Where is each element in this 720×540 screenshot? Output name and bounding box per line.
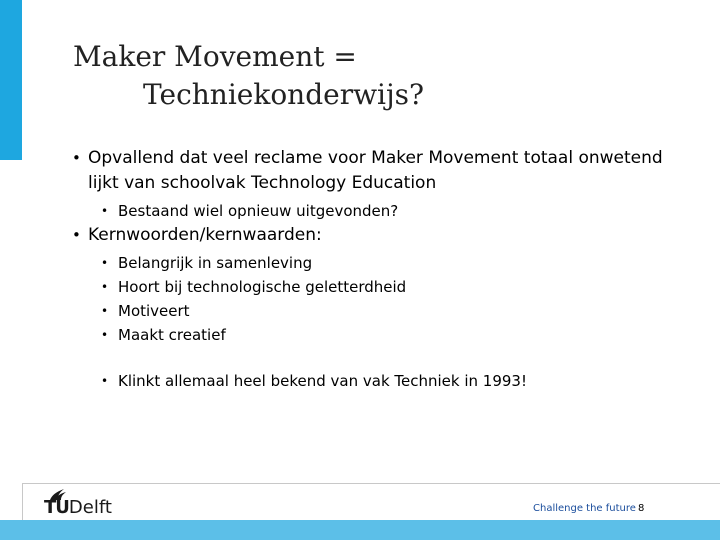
footer-left-divider [22, 483, 23, 520]
slide-content [72, 146, 692, 393]
bullet-level2: • Klinkt allemaal heel bekend van vak Techniek in 1993! [72, 369, 692, 393]
slide-title [73, 38, 424, 114]
slide-title-line1: Maker Movement = [73, 40, 357, 73]
bullet-level2: • Hoort bij technologische geletterdheid [72, 275, 692, 299]
accent-bar [0, 0, 22, 160]
bullet-level2: • Maakt creatief [72, 323, 692, 347]
bullet-level2: • Bestaand wiel opnieuw uitgevonden? [72, 199, 692, 223]
tu-delft-logo [44, 497, 112, 518]
footer-tagline: Challenge the future [533, 503, 636, 514]
bullet-level1: • Opvallend dat veel reclame voor Maker Movement totaal onwetend lijkt van schoolvak Technology Education [72, 146, 692, 196]
bullet-level1: • Kernwoorden/kernwaarden: [72, 223, 692, 248]
page-number: 8 [638, 503, 645, 514]
logo-tu: TU [44, 497, 69, 518]
bullet-level2: • Motiveert [72, 299, 692, 323]
bottom-bar [0, 520, 720, 540]
footer-divider-line [22, 483, 720, 484]
bullet-level2: • Belangrijk in samenleving [72, 251, 692, 275]
slide-title-line2: Techniekonderwijs? [143, 78, 425, 111]
logo-delft: Delft [68, 497, 112, 518]
